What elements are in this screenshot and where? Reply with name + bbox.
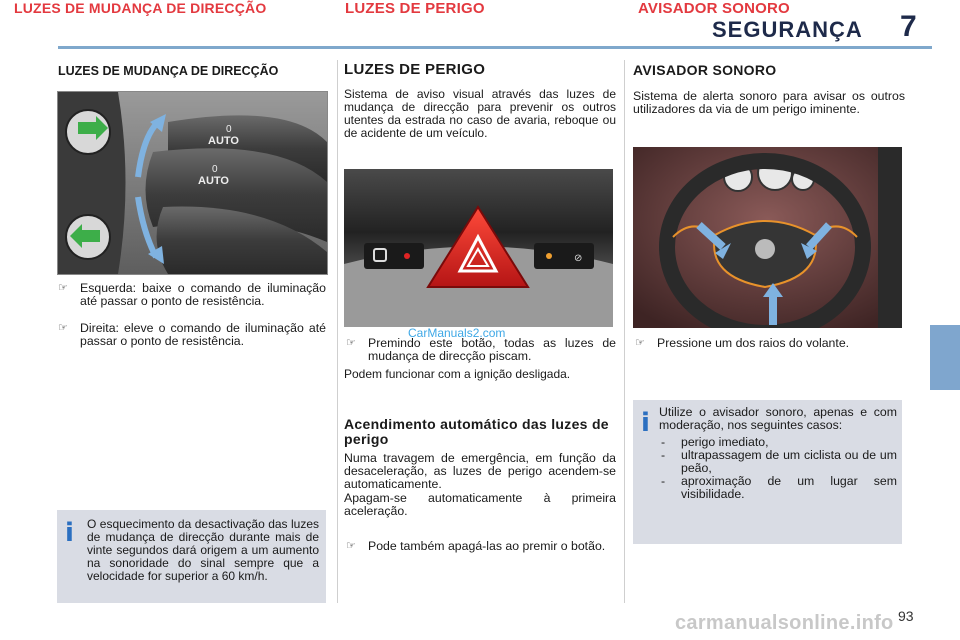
hazard-button-photo (344, 169, 613, 327)
footer-watermark: carmanualsonline.info (675, 612, 894, 634)
column-divider (624, 60, 625, 603)
header-rule (58, 46, 932, 49)
pointing-finger-icon: ☞ (58, 282, 68, 294)
page-number: 93 (898, 608, 914, 624)
info-text (659, 406, 897, 501)
indicator-led (546, 253, 552, 259)
turn-signal-stalk-photo (57, 91, 328, 275)
info-box-horn (633, 400, 902, 544)
bullet-hazard-press (346, 337, 616, 363)
hazard-ignition-note: Podem funcionar com a ignição desligada. (344, 367, 571, 381)
list-item: - ultrapassagem de um ciclista ou de um peão, (661, 448, 897, 475)
column-divider (337, 60, 338, 603)
info-text: O esquecimento da desactivação das luzes de mudança de direcção durante mais de vinte segundos dará origem a um aumento na sonoridade do sinal sempre que a velocidade for superior a 60 km/h. (87, 517, 319, 583)
pointing-finger-icon: ☞ (346, 337, 356, 349)
esp-off-icon: ⊘ (574, 253, 583, 264)
subsection-title-auto-hazard: Acendimento automático das luzes de perigo (344, 416, 609, 447)
auto-hazard-text-2: Apagam-se automaticamente à primeira aceleração. (344, 491, 616, 518)
list-item: - perigo imediato, (661, 435, 769, 449)
steering-wheel-illustration (633, 147, 902, 328)
info-box-turn-signal (57, 510, 326, 603)
stalk-label-zero: 0 (226, 124, 232, 135)
chapter-side-tab (930, 325, 960, 390)
pointing-finger-icon: ☞ (346, 540, 356, 552)
section-title-hazard-lights: LUZES DE PERIGO (344, 61, 486, 78)
stalk-illustration (58, 92, 327, 274)
hazard-intro-text: Sistema de aviso visual através das luzes de mudança de direcção para prevenir os outros utentes da estrada no caso de avaria, reboque ou de acidente de um veículo. (344, 87, 616, 140)
horn-intro-text: Sistema de alerta sonoro para avisar os outros utilizadores da via de um perigo iminente. (633, 89, 905, 116)
section-title-horn: AVISADOR SONORO (633, 62, 777, 78)
hazard-illustration (344, 169, 613, 327)
lock-indicator-led (404, 253, 410, 259)
bullet-hazard-off (346, 540, 616, 553)
list-item-text: ultrapassagem de um ciclista ou de um peão, (681, 448, 897, 475)
info-i-icon: i (641, 408, 650, 438)
list-item-text: aproximação de um lugar sem visibilidade. (681, 474, 897, 501)
stalk-label-auto: AUTO (198, 175, 229, 187)
bullet-text: Pressione um dos raios do volante. (657, 336, 850, 350)
bullet-text: Premindo este botão, todas as luzes de mudança de direcção piscam. (368, 336, 616, 363)
bullet-horn-press (635, 337, 905, 350)
header-tab-turn-signals: LUZES DE MUDANÇA DE DIRECÇÃO (14, 0, 267, 16)
steering-wheel-photo (633, 147, 902, 328)
bullet-text: Pode também apagá-las ao premir o botão. (368, 539, 606, 553)
bullet-right-signal (58, 322, 326, 348)
section-title-turn-signals: LUZES DE MUDANÇA DE DIRECÇÃO (58, 64, 279, 78)
chapter-number: 7 (900, 10, 917, 43)
bullet-left-signal (58, 282, 326, 308)
pointing-finger-icon: ☞ (58, 322, 68, 334)
stalk-label-zero: 0 (212, 164, 218, 175)
bullet-text: Esquerda: baixe o comando de iluminação até passar o ponto de resistência. (80, 281, 326, 308)
brand-logo-icon (755, 239, 775, 259)
header-tab-horn: AVISADOR SONORO (638, 0, 790, 17)
auto-hazard-text-1: Numa travagem de emergência, em função da desaceleração, as luzes de perigo acendem-se automaticamente. (344, 451, 616, 491)
info-i-icon: i (65, 518, 74, 548)
header-tab-hazard-lights: LUZES DE PERIGO (345, 0, 485, 17)
chapter-title: SEGURANÇA (712, 17, 863, 42)
bullet-text: Direita: eleve o comando de iluminação até passar o ponto de resistência. (80, 321, 326, 348)
list-item-text: perigo imediato, (681, 435, 769, 449)
pointing-finger-icon: ☞ (635, 337, 645, 349)
list-item: - aproximação de um lugar sem visibilidade. (661, 474, 897, 501)
stalk-label-auto: AUTO (208, 135, 239, 147)
watermark-text: CarManuals2.com (408, 326, 506, 340)
info-intro: Utilize o avisador sonoro, apenas e com moderação, nos seguintes casos: (659, 405, 897, 432)
